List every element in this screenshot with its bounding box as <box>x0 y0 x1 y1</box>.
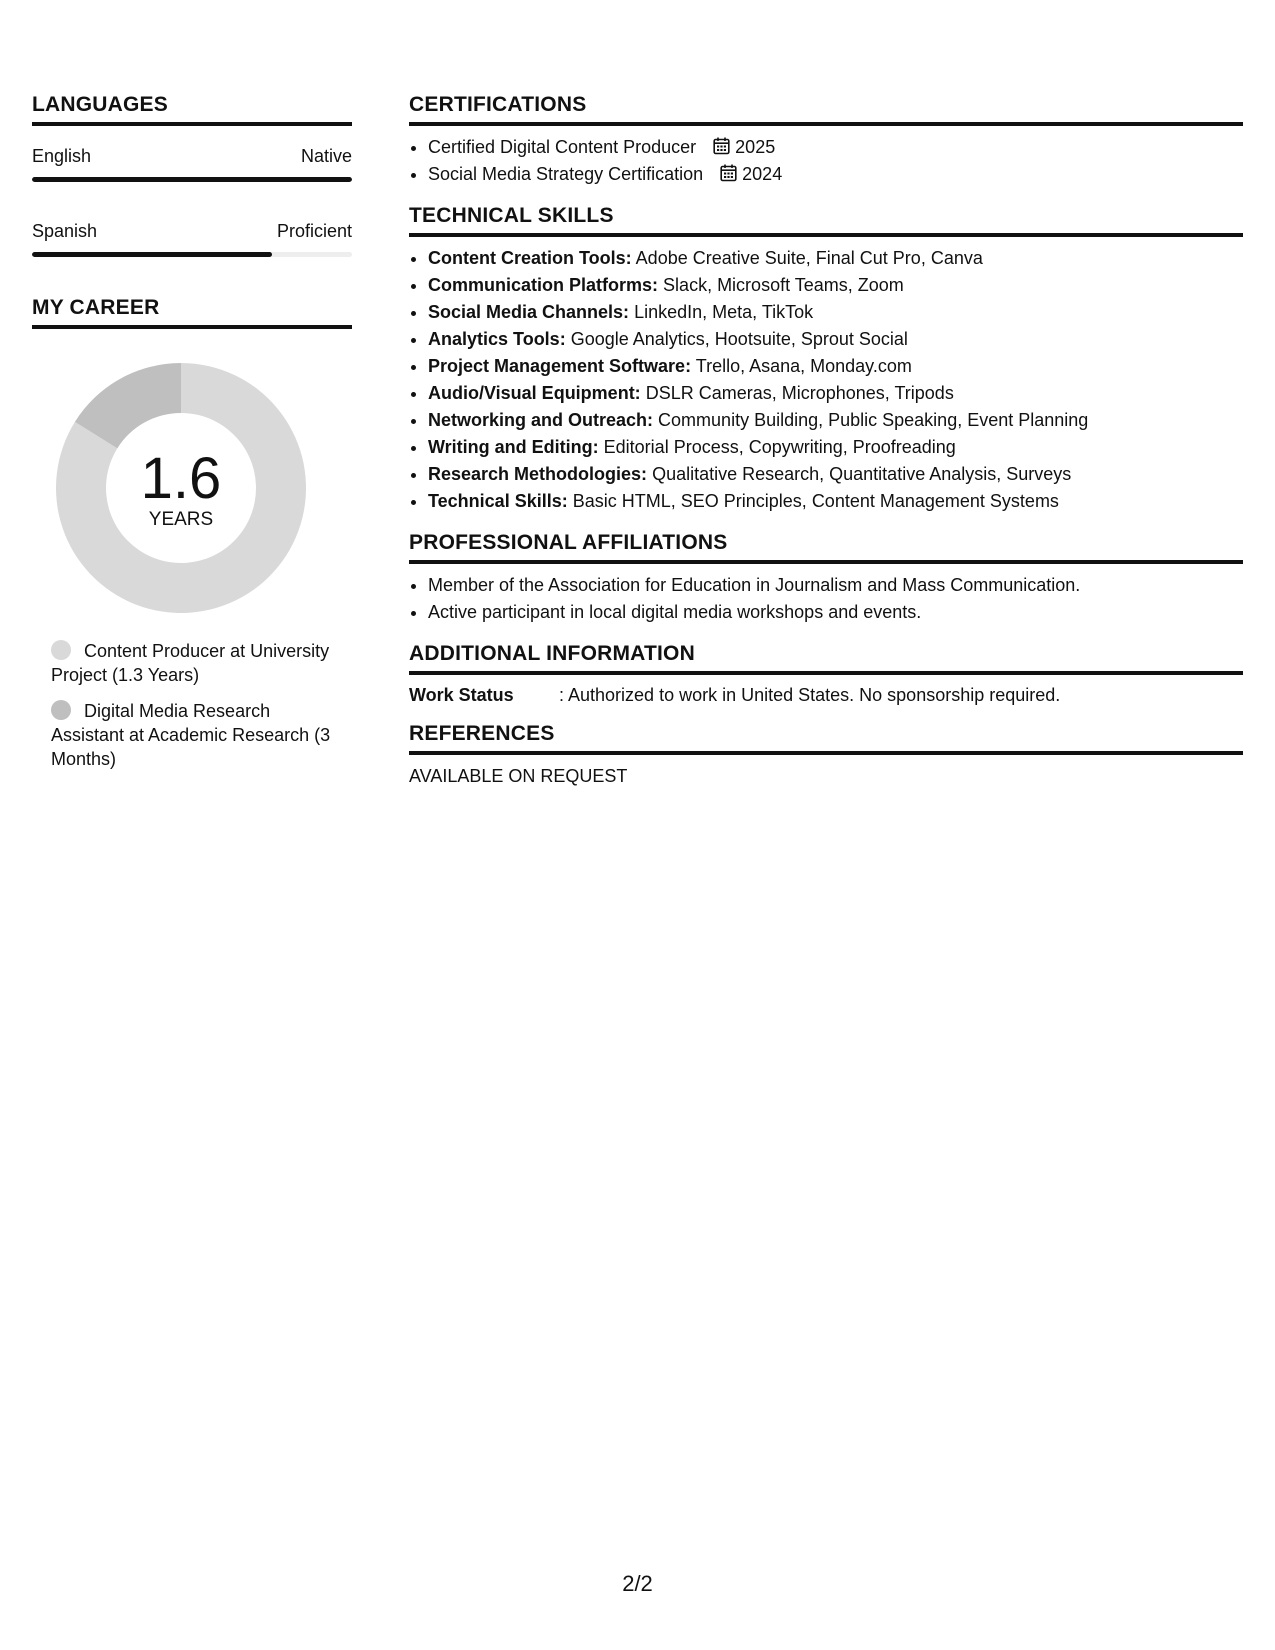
certification-name: Certified Digital Content Producer <box>428 137 697 157</box>
technical-skills-heading: TECHNICAL SKILLS <box>409 204 1243 237</box>
certification-year: 2025 <box>735 137 776 157</box>
career-total-value: 1.6 <box>140 446 222 511</box>
language-proficiency-fill <box>32 177 352 182</box>
skill-label: Communication Platforms: <box>428 275 659 295</box>
skill-value: Google Analytics, Hootsuite, Sprout Social <box>570 329 908 349</box>
language-level: Native <box>300 146 352 166</box>
calendar-icon <box>713 137 730 155</box>
skill-item <box>428 326 1243 353</box>
skill-item <box>428 380 1243 407</box>
work-status-label: Work Status <box>409 685 514 705</box>
skill-item <box>428 245 1243 272</box>
skill-value: DSLR Cameras, Microphones, Tripods <box>645 383 954 403</box>
language-item <box>32 146 352 182</box>
donut-center <box>56 446 306 531</box>
career-heading: MY CAREER <box>32 296 352 329</box>
skill-label: Technical Skills: <box>428 491 568 511</box>
left-column <box>32 93 352 783</box>
legend-label: Digital Media Research Assistant at Academic Research (3 Months) <box>51 701 331 769</box>
skill-value: LinkedIn, Meta, TikTok <box>634 302 814 322</box>
language-name: Spanish <box>32 221 98 241</box>
legend-dot-icon <box>51 700 71 720</box>
languages-list <box>32 146 352 257</box>
certification-year: 2024 <box>742 164 783 184</box>
skill-label: Project Management Software: <box>428 356 692 376</box>
certification-name: Social Media Strategy Certification <box>428 164 704 184</box>
skill-label: Writing and Editing: <box>428 437 599 457</box>
references-heading: REFERENCES <box>409 722 1243 755</box>
legend-item <box>51 699 341 771</box>
language-proficiency-bar <box>32 252 352 257</box>
skill-item <box>428 488 1243 515</box>
career-legend <box>51 639 352 771</box>
page-number: 2/2 <box>622 1571 653 1596</box>
additional-info-heading: ADDITIONAL INFORMATION <box>409 642 1243 675</box>
language-item <box>32 221 352 257</box>
skill-label: Audio/Visual Equipment: <box>428 383 641 403</box>
skill-value: Adobe Creative Suite, Final Cut Pro, Canva <box>635 248 983 268</box>
legend-item <box>51 639 341 687</box>
affiliations-list <box>409 572 1243 626</box>
calendar-icon <box>720 164 737 182</box>
affiliations-heading: PROFESSIONAL AFFILIATIONS <box>409 531 1243 564</box>
skill-value: Community Building, Public Speaking, Event Planning <box>658 410 1089 430</box>
right-column <box>409 93 1243 803</box>
affiliation-item: • Member of the Association for Education in Journalism and Mass Communication. <box>428 572 1243 599</box>
affiliations-section <box>409 531 1243 626</box>
skill-label: Social Media Channels: <box>428 302 630 322</box>
skill-value: Basic HTML, SEO Principles, Content Management Systems <box>572 491 1059 511</box>
language-proficiency-fill <box>32 252 272 257</box>
certification-item <box>428 161 1243 188</box>
references-section <box>409 722 1243 787</box>
legend-dot-icon <box>51 640 71 660</box>
career-donut-chart <box>56 363 306 613</box>
skill-item <box>428 272 1243 299</box>
skill-item <box>428 434 1243 461</box>
additional-info-section <box>409 642 1243 706</box>
technical-skills-section <box>409 204 1243 515</box>
skill-value: Editorial Process, Copywriting, Proofreading <box>603 437 956 457</box>
language-name: English <box>32 146 92 166</box>
technical-skills-list <box>409 245 1243 515</box>
career-section <box>32 296 352 771</box>
skill-item <box>428 299 1243 326</box>
career-total-unit: YEARS <box>148 509 214 530</box>
skill-value: Slack, Microsoft Teams, Zoom <box>663 275 904 295</box>
skill-label: Content Creation Tools: <box>428 248 632 268</box>
certifications-heading: CERTIFICATIONS <box>409 93 1243 126</box>
language-proficiency-bar <box>32 177 352 182</box>
work-status-row <box>409 685 1243 706</box>
certifications-section <box>409 93 1243 188</box>
skill-label: Analytics Tools: <box>428 329 566 349</box>
certification-item <box>428 134 1243 161</box>
certifications-list <box>409 134 1243 188</box>
work-status-value: : Authorized to work in United States. No sponsorship required. <box>559 685 1061 705</box>
skill-item <box>428 407 1243 434</box>
skill-item <box>428 461 1243 488</box>
skill-item <box>428 353 1243 380</box>
skill-value: Trello, Asana, Monday.com <box>695 356 912 376</box>
skill-value: Qualitative Research, Quantitative Analysis, Surveys <box>652 464 1072 484</box>
references-text: AVAILABLE ON REQUEST <box>409 766 628 786</box>
skill-label: Networking and Outreach: <box>428 410 654 430</box>
language-level: Proficient <box>276 221 352 241</box>
legend-label: Content Producer at University Project (1.3 Years) <box>51 641 330 685</box>
affiliation-item: • Active participant in local digital media workshops and events. <box>428 599 1243 626</box>
skill-label: Research Methodologies: <box>428 464 648 484</box>
languages-heading: LANGUAGES <box>32 93 352 126</box>
